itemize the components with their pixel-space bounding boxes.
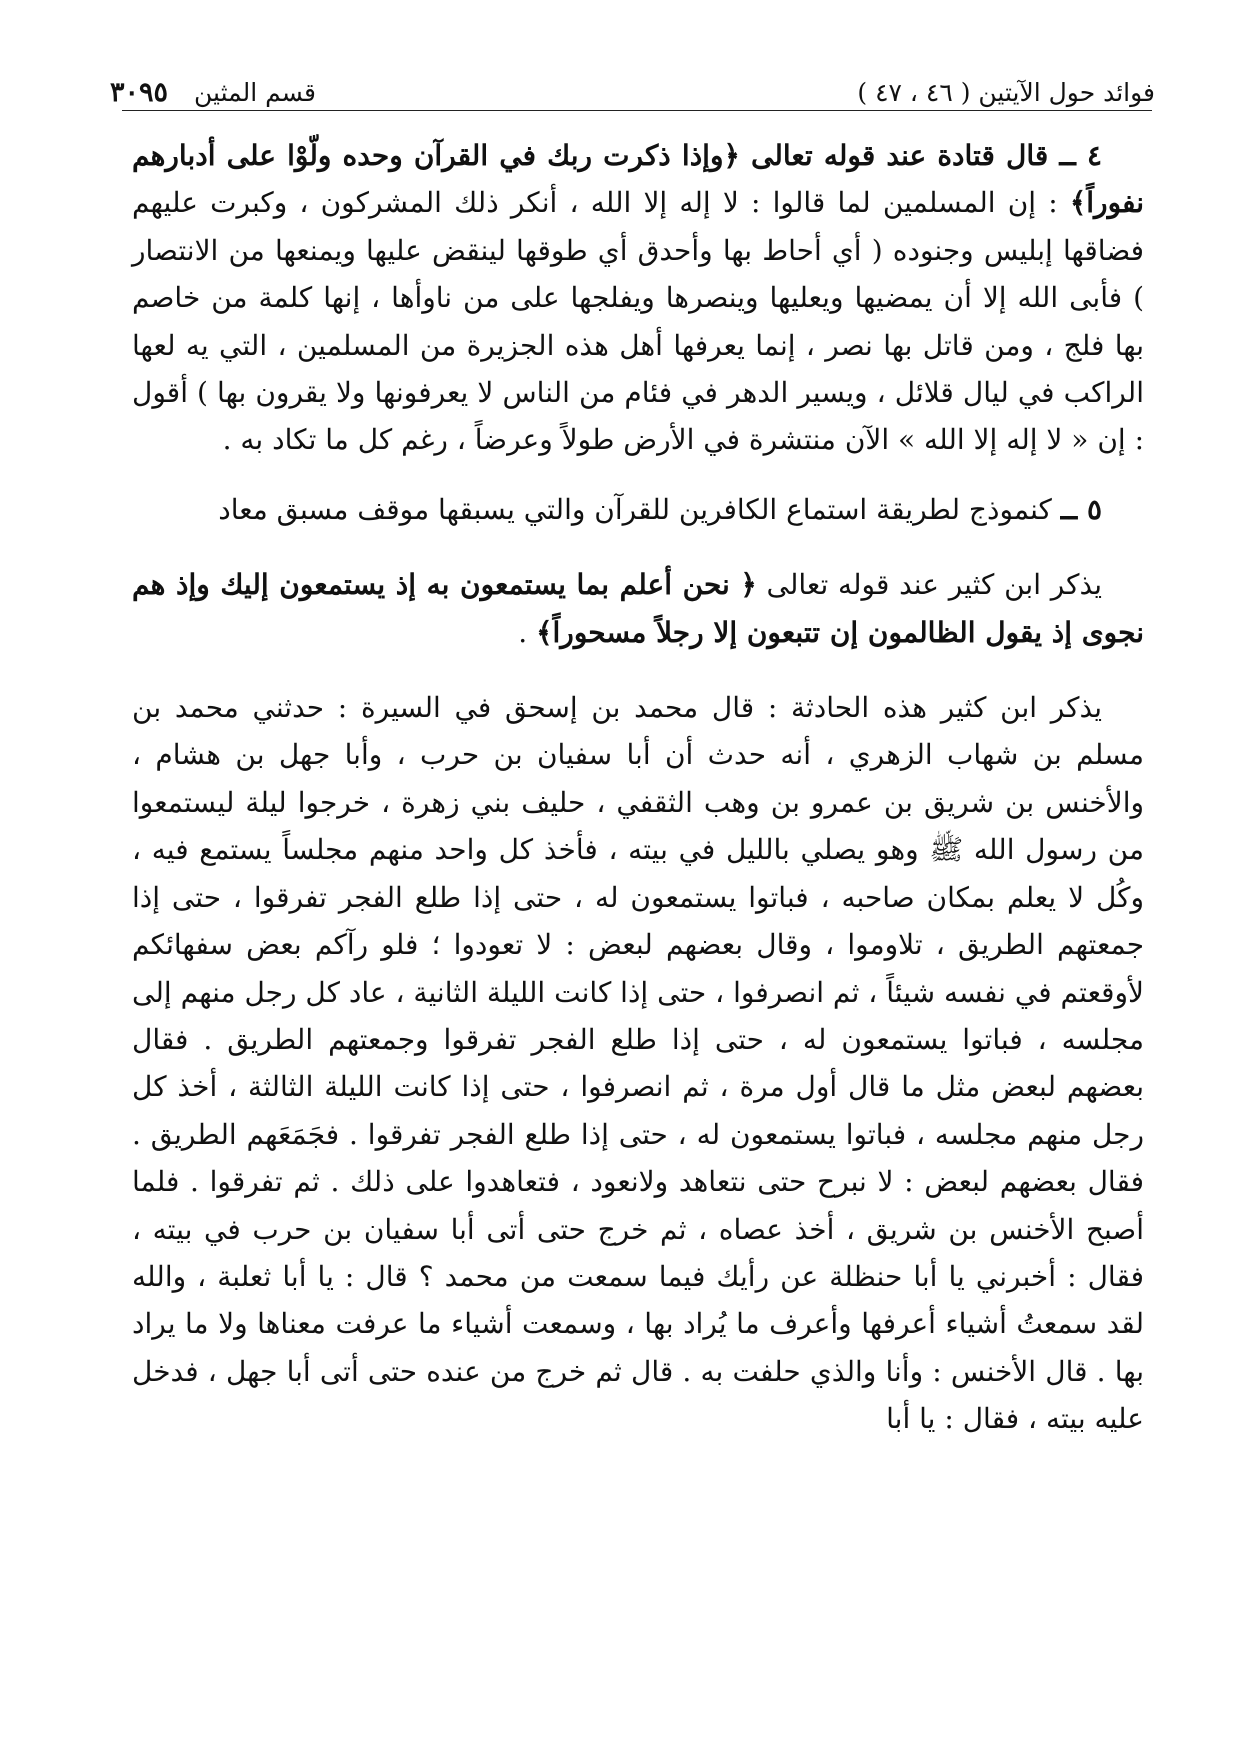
ibn-kathir-intro: يذكر ابن كثير عند قوله تعالى <box>756 568 1102 602</box>
quran-verse-1: ﴿وإذا ذكرت ربك في القرآن وحده ولّوْا على أدبارهم نفوراً﴾ <box>132 139 1144 220</box>
header-left-group <box>110 78 316 108</box>
paragraph-incident: يذكر ابن كثير هذه الحادثة : قال محمد بن إسحق في السيرة : حدثني محمد بن مسلم بن شهاب الزهري ، أنه حدث أن أبا سفيان بن حرب ، وأبا جهل بن هشام ، والأخنس بن شريق بن عمرو بن وهب الثقفي ، حليف بني زهرة ، خرجوا ليلة ليستمعوا من رسول الله ﷺ وهو يصلي بالليل في بيته ، فأخذ كل واحد منهم مجلساً يستمع فيه ، وكُل لا يعلم بمكان صاحبه ، فباتوا يستمعون له ، حتى إذا طلع الفجر تفرقوا ، حتى إذا جمعتهم الطريق ، تلاوموا ، وقال بعضهم لبعض : لا تعودوا ؛ فلو رآكم بعض سفهائكم لأوقعتم في نفسه شيئاً ، ثم انصرفوا ، حتى إذا كانت الليلة الثانية ، عاد كل رجل منهم إلى مجلسه ، فباتوا يستمعون له ، حتى إذا طلع الفجر تفرقوا وجمعتهم الطريق . فقال بعضهم لبعض مثل ما قال أول مرة ، ثم انصرفوا ، حتى إذا كانت الليلة الثالثة ، أخذ كل رجل منهم مجلسه ، فباتوا يستمعون له ، حتى إذا طلع الفجر تفرقوا . فجَمَعَهم الطريق . فقال بعضهم لبعض : لا نبرح حتى نتعاهد ولانعود ، فتعاهدوا على ذلك . ثم تفرقوا . فلما أصبح الأخنس بن شريق ، أخذ عصاه ، ثم خرج حتى أتى أبا سفيان بن حرب في بيته ، فقال : أخبرني يا أبا حنظلة عن رأيك فيما سمعت من محمد ؟ قال : يا أبا ثعلبة ، والله لقد سمعتُ أشياء أعرفها وأعرف ما يُراد بها ، وسمعت أشياء ما عرفت معناها ولا ما يراد بها . قال الأخنس : وأنا والذي حلفت به . قال ثم خرج من عنده حتى أتى أبا جهل ، فدخل عليه بيته ، فقال : يا أبا <box>132 691 1145 1436</box>
paragraph-gap <box>132 533 1144 561</box>
paragraph-4 <box>132 132 1144 464</box>
paragraph-5 <box>132 486 1144 533</box>
quran-verse-2: ﴿ نحن أعلم بما يستمعون به إذ يستمعون إليك وإذ هم نجوى إذ يقول الظالمون إن تتبعون إلا رجلاً مسحوراً﴾ <box>132 568 1144 649</box>
running-header-title: فوائد حول الآيتين ( ٤٦ ، ٤٧ ) <box>857 78 1155 107</box>
page-content <box>132 132 1144 1443</box>
paragraph-ibn-kathir-verse <box>132 561 1144 656</box>
part-label: قسم المثين <box>194 78 316 107</box>
paragraph-5-number: ٥ ــ <box>1060 492 1102 526</box>
paragraph-4-text: : إن المسلمين لما قالوا : لا إله إلا الله ، أنكر ذلك المشركون ، وكبرت عليهم فضاقها إبليس وجنوده ( أي أحاط بها وأحدق أي طوقها لينقض عليها ويمنعها من الانتصار ) فأبى الله إلا أن يمضيها ويعليها وينصرها ويفلجها على من ناوأها ، إنها كلمة من خاصم بها فلج ، ومن قاتل بها نصر ، إنما يعرفها أهل هذه الجزيرة من المسلمين ، التي يه لعها الراكب في ليال قلائل ، ويسير الدهر في فئام من الناس لا يعرفونها ولا يقرون بها ) أقول : إن « لا إله إلا الله » الآن منتشرة في الأرض طولاً وعرضاً ، رغم كل ما تكاد به . <box>132 186 1144 457</box>
verse-end: . <box>518 615 537 649</box>
header-divider <box>122 110 1152 111</box>
paragraph-5-text: كنموذج لطريقة استماع الكافرين للقرآن والتي يسبقها موقف مسبق معاد <box>218 492 1061 526</box>
paragraph-4-intro: ٤ ــ قال قتادة عند قوله تعالى <box>739 139 1103 172</box>
page-header <box>110 62 1155 108</box>
paragraph-gap <box>132 656 1144 684</box>
page-number: ٣٠٩٥ <box>110 77 169 108</box>
paragraph-gap <box>132 464 1144 486</box>
